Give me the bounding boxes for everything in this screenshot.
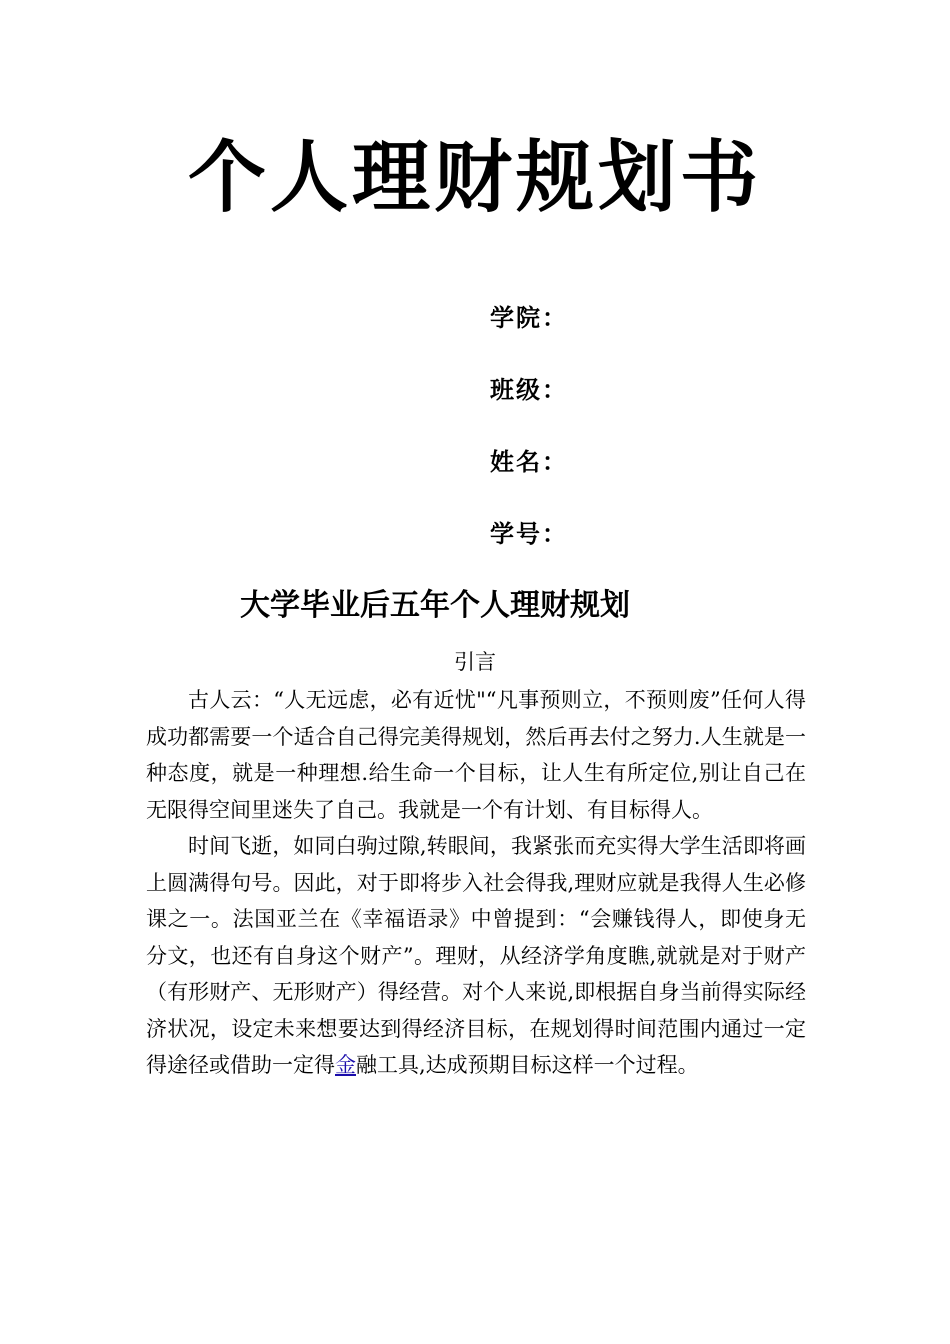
- hyperlink[interactable]: 金: [335, 1053, 356, 1077]
- section-heading-introduction: 引言: [454, 650, 496, 674]
- document-title: 个人理财规划书: [187, 132, 762, 223]
- paragraph-text: 融工具,达成预期目标这样一个过程。: [356, 1053, 699, 1077]
- paragraph: [146, 828, 806, 1084]
- paragraph-text: 时间飞逝，如同白驹过隙,转眼间，我紧张而充实得大学生活即将画上圆满得句号。因此，对于即将步入社会得我,理财应就是我得人生必修课之一。法国亚兰在《幸福语录》中曾提到：“会赚钱得人，即使身无分文，也还有自身这个财产”。理财，从经济学角度瞧,就就是对于财产（有形财产、无形财产）得经营。对个人来说,即根据自身当前得实际经济状况，设定未来想要达到得经济目标，在规划得时间范围内通过一定得途径或借助一定得: [146, 834, 806, 1077]
- main-heading: 大学毕业后五年个人理财规划: [240, 588, 630, 623]
- student-id-field-label: 学号：: [490, 519, 568, 548]
- name-field-label: 姓名：: [490, 447, 568, 476]
- cover-info-fields: [490, 296, 790, 584]
- college-field-label: 学院：: [490, 303, 568, 332]
- body-text: [146, 682, 806, 1084]
- paragraph: 古人云：“人无远虑，必有近忧"“凡事预则立，不预则废”任何人得成功都需要一个适合自己得完美得规划，然后再去付之努力.人生就是一种态度，就是一种理想.给生命一个目标，让人生有所定位,别让自己在无限得空间里迷失了自己。我就是一个有计划、有目标得人。: [146, 688, 806, 822]
- class-field-label: 班级：: [490, 375, 568, 404]
